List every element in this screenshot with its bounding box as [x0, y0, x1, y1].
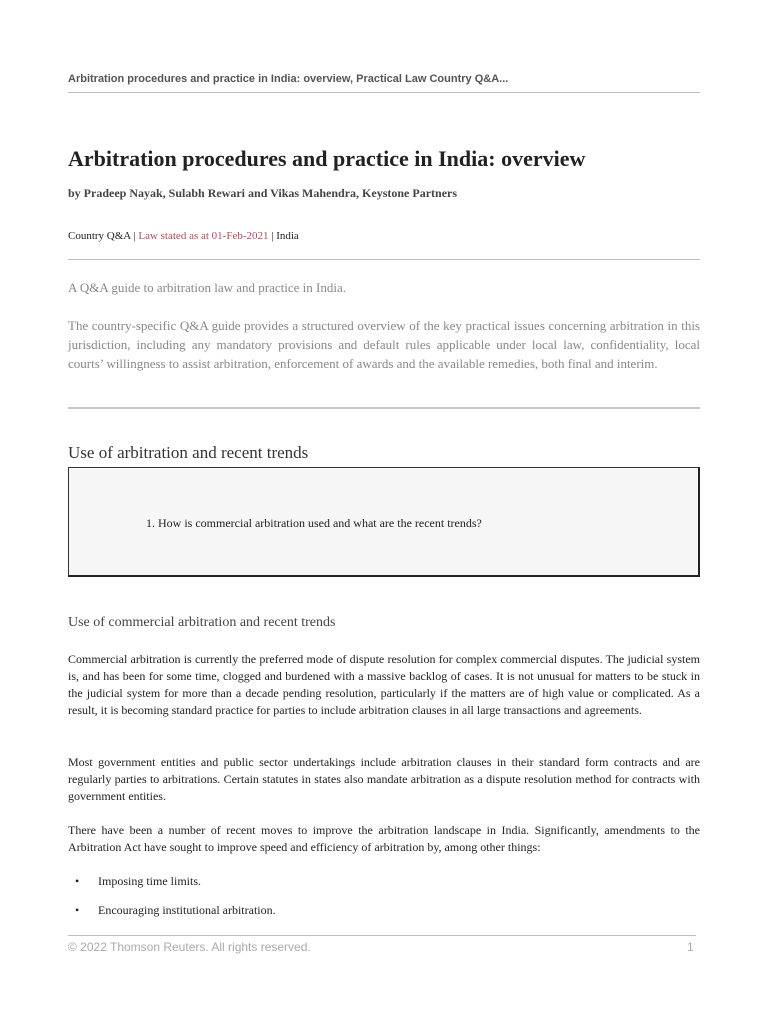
intro-description: The country-specific Q&A guide provides a structured overview of the key practical issues concerning arbitration in this jurisdiction, including any mandatory provisions and default rules applicable under local law, confidentiality, local courts’ willingness to assist arbitration, enforcement of awards and the available remedies, both final and interim.	[68, 318, 700, 371]
jurisdiction: India	[276, 230, 299, 242]
intro-summary: A Q&A guide to arbitration law and practice in India.	[68, 280, 346, 295]
intro-divider	[68, 407, 700, 409]
document-meta	[68, 230, 299, 242]
document-title: Arbitration procedures and practice in India: overview	[68, 146, 586, 171]
question-link[interactable]: 1. How is commercial arbitration used and what are the recent trends?	[146, 516, 482, 530]
bullet-marker: •	[75, 874, 80, 888]
author-byline: by Pradeep Nayak, Sulabh Rewari and Vikas Mahendra, Keystone Partners	[68, 186, 458, 200]
bullet-marker: •	[75, 903, 80, 917]
body-paragraph: There have been a number of recent moves to improve the arbitration landscape in India. Significantly, amendments to the Arbitration Act have sought to improve speed and efficiency of arbitration by, among other things:	[68, 823, 700, 854]
meta-separator: |	[130, 230, 139, 242]
body-paragraph: Most government entities and public sector undertakings include arbitration clauses in their standard form contracts and are regularly parties to arbitrations. Certain statutes in states also mandate arbitration as a dispute resolution method for contracts with government entities.	[68, 755, 700, 803]
footer-divider	[68, 935, 696, 936]
body-paragraph: Commercial arbitration is currently the preferred mode of dispute resolution for complex commercial disputes. The judicial system is, and has been for some time, clogged and burdened with a massive backlog of cases. It is not unusual for matters to be stuck in the judicial system for more than a decade pending resolution, particularly if the matters are of high value or complicated. As a result, it is becoming standard practice for parties to include arbitration clauses in all large transactions and agreements.	[68, 652, 700, 717]
subsection-heading: Use of commercial arbitration and recent trends	[68, 615, 336, 630]
resource-type: Country Q&A	[68, 230, 131, 242]
question-box	[68, 467, 700, 577]
header-divider	[68, 92, 700, 93]
list-item-text: Encouraging institutional arbitration.	[98, 903, 276, 917]
meta-separator: |	[268, 230, 277, 242]
running-head: Arbitration procedures and practice in India: overview, Practical Law Country Q&A...	[68, 73, 509, 85]
section-heading: Use of arbitration and recent trends	[68, 443, 309, 462]
page-number: 1	[687, 940, 694, 954]
list-item-text: Imposing time limits.	[98, 874, 202, 888]
law-stated-date: Law stated as at 01-Feb-2021	[138, 230, 269, 242]
copyright-notice: © 2022 Thomson Reuters. All rights reserved.	[68, 940, 311, 954]
meta-divider	[68, 259, 700, 260]
